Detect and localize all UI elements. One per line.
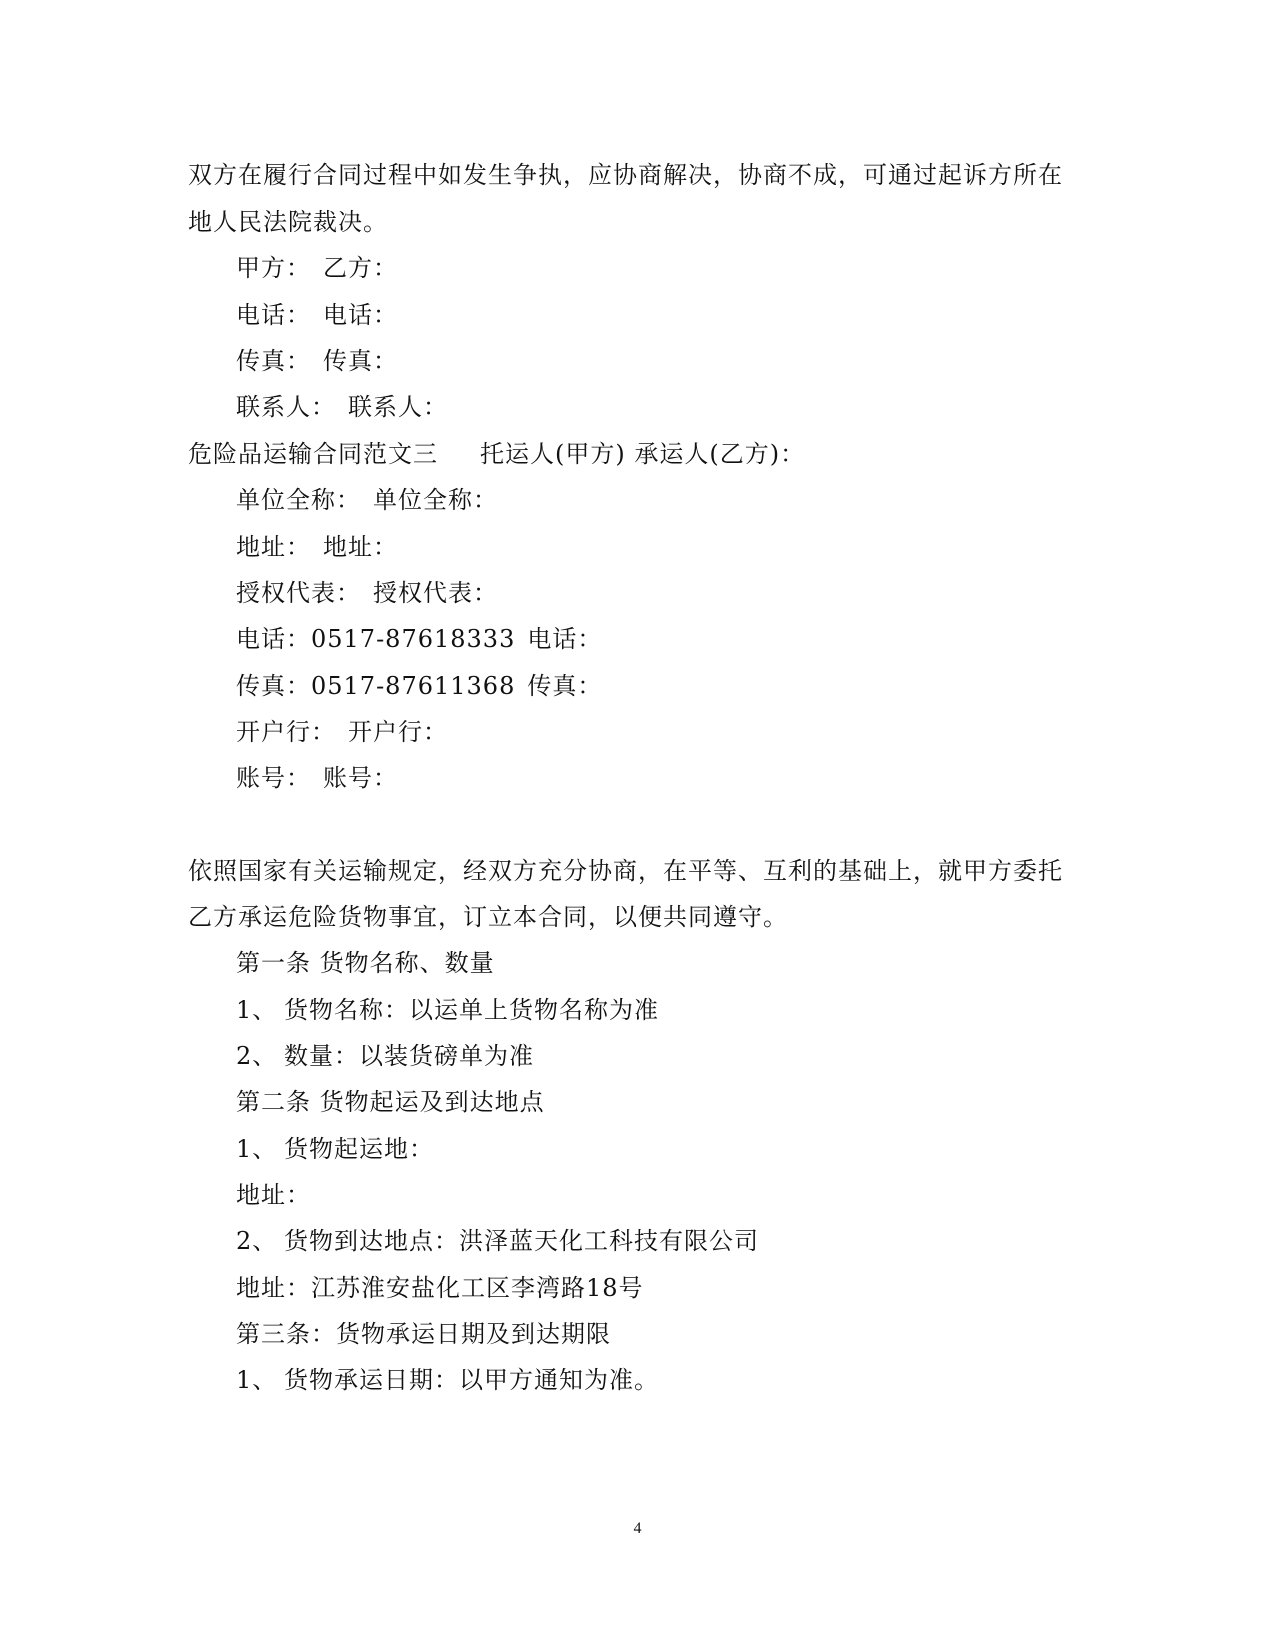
paragraph-line: 地人民法院裁决。 <box>188 208 388 236</box>
page-number: 4 <box>633 1520 642 1537</box>
party-b-label: 乙方： <box>323 254 398 282</box>
item-number: 1、 <box>236 1135 278 1163</box>
article-2-item <box>236 1226 759 1256</box>
party-field-row <box>236 624 602 654</box>
party-field-row <box>236 300 398 330</box>
article-2-title: 第二条 货物起运及到达地点 <box>236 1088 545 1116</box>
party-field-row <box>236 253 398 283</box>
party-a-fax-label: 传真： <box>236 347 311 375</box>
party-field-row <box>236 532 398 562</box>
party-b-phone-label: 电话： <box>527 625 603 653</box>
party-b-address-label: 地址： <box>323 533 398 561</box>
item-number: 1、 <box>236 996 278 1024</box>
article-2-address: 地址：江苏淮安盐化工区李湾路18号 <box>236 1274 644 1302</box>
party-a-unit-label: 单位全称： <box>236 486 361 514</box>
item-number: 1、 <box>236 1366 278 1394</box>
party-field-row <box>236 392 448 422</box>
party-b-fax-label: 传真： <box>323 347 398 375</box>
article-3-title: 第三条：货物承运日期及到达期限 <box>236 1320 611 1348</box>
article-2-address: 地址： <box>236 1181 311 1209</box>
party-a-representative-label: 授权代表： <box>236 579 361 607</box>
party-b-account-label: 账号： <box>323 764 398 792</box>
party-a-bank-label: 开户行： <box>236 718 336 746</box>
section-title: 危险品运输合同范文三 <box>188 440 438 468</box>
section-parties: 托运人(甲方) 承运人(乙方)： <box>480 440 806 468</box>
item-text: 数量：以装货磅单为准 <box>284 1042 534 1070</box>
party-field-row <box>236 485 498 515</box>
party-a-account-label: 账号： <box>236 764 311 792</box>
party-b-phone-label: 电话： <box>323 301 398 329</box>
article-1-title: 第一条 货物名称、数量 <box>236 949 495 977</box>
paragraph-line: 双方在履行合同过程中如发生争执，应协商解决，协商不成，可通过起诉方所在 <box>188 161 1063 189</box>
party-b-bank-label: 开户行： <box>348 718 448 746</box>
article-2-item <box>236 1134 434 1164</box>
party-b-representative-label: 授权代表： <box>373 579 498 607</box>
party-b-fax-label: 传真： <box>527 672 603 700</box>
item-number: 2、 <box>236 1042 278 1070</box>
party-a-label: 甲方： <box>236 254 311 282</box>
party-field-row <box>236 671 602 701</box>
party-a-fax-value: 传真：0517-87611368 <box>236 672 516 700</box>
party-a-phone-label: 电话： <box>236 301 311 329</box>
party-b-contact-label: 联系人： <box>348 393 448 421</box>
article-3-item <box>236 1365 659 1395</box>
party-a-address-label: 地址： <box>236 533 311 561</box>
party-field-row <box>236 346 398 376</box>
item-text: 货物起运地： <box>284 1135 434 1163</box>
party-b-unit-label: 单位全称： <box>373 486 498 514</box>
section-heading-row <box>188 439 805 469</box>
article-1-item <box>236 995 659 1025</box>
party-field-row <box>236 717 448 747</box>
party-a-phone-value: 电话：0517-87618333 <box>236 625 516 653</box>
article-1-item <box>236 1041 534 1071</box>
item-text: 货物到达地点：洪泽蓝天化工科技有限公司 <box>284 1227 759 1255</box>
party-field-row <box>236 763 398 793</box>
item-text: 货物承运日期：以甲方通知为准。 <box>284 1366 659 1394</box>
paragraph-line: 依照国家有关运输规定，经双方充分协商，在平等、互利的基础上，就甲方委托 <box>188 857 1063 885</box>
paragraph-line: 乙方承运危险货物事宜，订立本合同，以便共同遵守。 <box>188 903 788 931</box>
item-text: 货物名称：以运单上货物名称为准 <box>284 996 659 1024</box>
party-field-row <box>236 578 498 608</box>
party-a-contact-label: 联系人： <box>236 393 336 421</box>
item-number: 2、 <box>236 1227 278 1255</box>
